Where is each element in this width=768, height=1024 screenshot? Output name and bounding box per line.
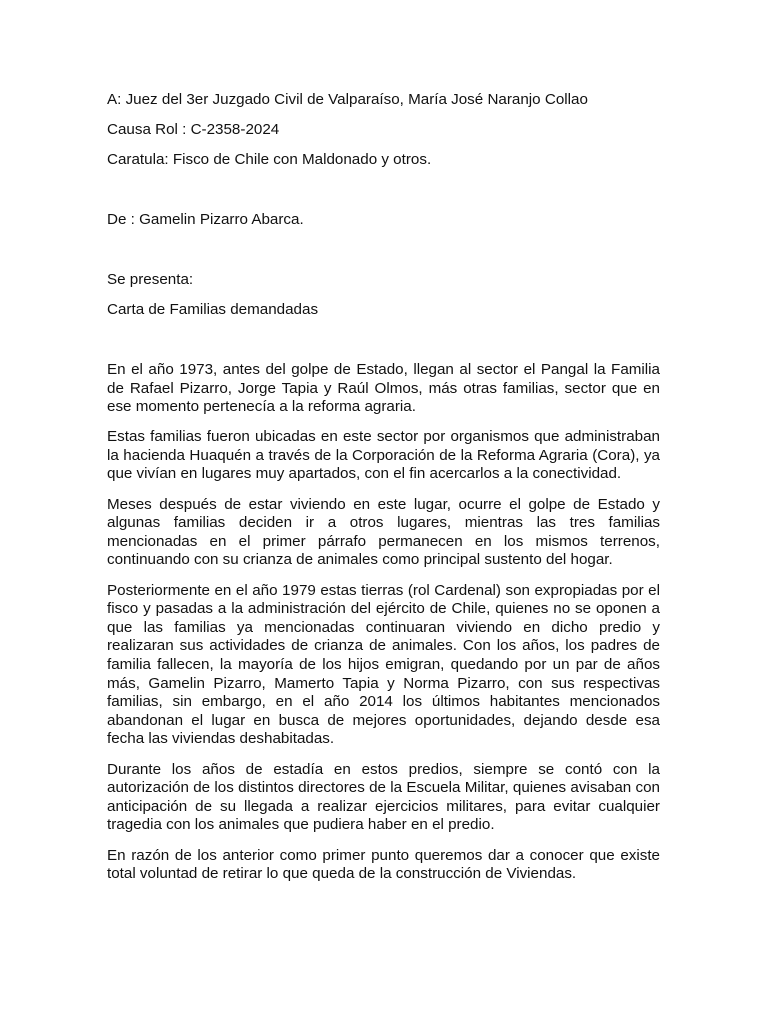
body-paragraph: Meses después de estar viviendo en este lugar, ocurre el golpe de Estado y algunas familias deciden ir a otros lugares, mientras las tres familias mencionadas en el primer párrafo permanecen en los mismos terrenos, continuando con su crianza de animales como principal sustento del hogar. [107,495,660,569]
body-paragraph: Durante los años de estadía en estos predios, siempre se contó con la autorización de los distintos directores de la Escuela Militar, quienes avisaban con anticipación de su llegada a realizar ejercicios militares, para evitar cualquier tragedia con los animales que pudiera haber en el predio. [107,760,660,834]
body-paragraph: Estas familias fueron ubicadas en este sector por organismos que administraban la hacienda Huaquén a través de la Corporación de la Reforma Agraria (Cora), ya que vivían en lugares muy apartados, con el fin acercarlos a la conectividad. [107,428,660,483]
caption-line: Caratula: Fisco de Chile con Maldonado y otros. [107,150,432,168]
body-paragraph: En el año 1973, antes del golpe de Estado, llegan al sector el Pangal la Familia de Rafael Pizarro, Jorge Tapia y Raúl Olmos, más otras familias, sector que en ese momento pertenecía a la reforma agraria. [107,360,660,416]
case-role-line: Causa Rol : C-2358-2024 [107,120,280,138]
body-paragraph: En razón de los anterior como primer punto queremos dar a conocer que existe total voluntad de retirar lo que queda de la construcción de Viviendas. [107,846,660,883]
recipient-line: A: Juez del 3er Juzgado Civil de Valparaíso, María José Naranjo Collao [107,91,588,108]
sender-line: De : Gamelin Pizarro Abarca. [107,210,304,228]
presents-line: Se presenta: [107,270,194,288]
body-paragraph: Posteriormente en el año 1979 estas tierras (rol Cardenal) son expropiadas por el fisco y pasadas a la administración del ejército de Chile, quienes no se oponen a que las familias ya mencionadas continuaran viviendo en dicho predio y realizaran sus actividades de crianza de animales. Con los años, los padres de familia fallecen, la mayoría de los hijos emigran, quedando por un par de años más, Gamelin Pizarro, Mamerto Tapia y Norma Pizarro, con sus respectivas familias, sin embargo, en el año 2014 los últimos habitantes mencionados abandonan el lugar en busca de mejores oportunidades, dejando desde esa fecha las viviendas deshabitadas. [107,581,660,748]
subject-line: Carta de Familias demandadas [107,300,319,318]
letter-body [107,361,660,884]
letter-content [107,91,660,895]
